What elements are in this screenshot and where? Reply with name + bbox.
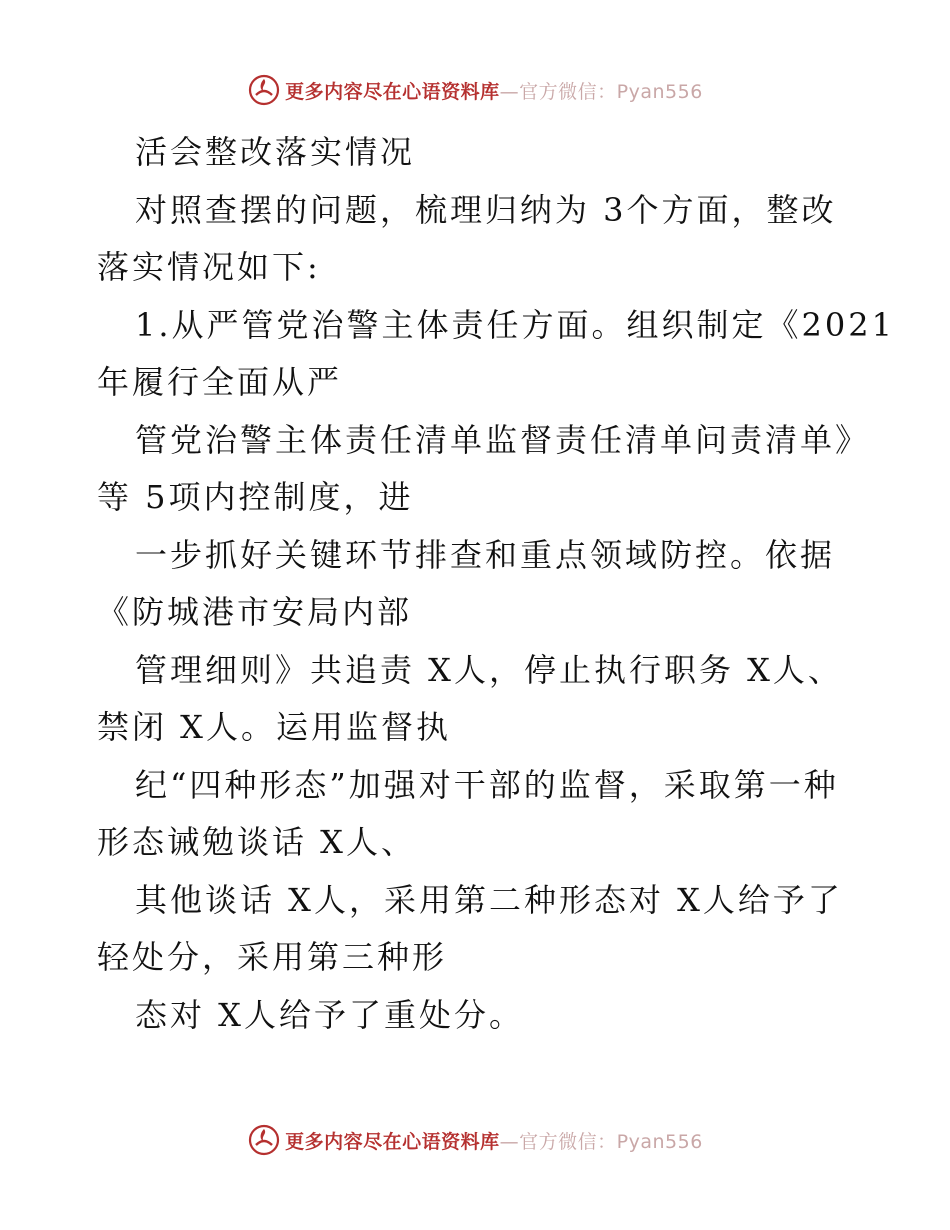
text-line: 禁闭 X人。运用监督执	[97, 708, 451, 746]
text-line: 管理细则》共追责 X人，停止执行职务 X人、	[135, 650, 843, 689]
text-line: 纪“四种形态”加强对干部的监督，采取第一种	[135, 765, 839, 804]
flame-book-logo-icon	[247, 1123, 281, 1157]
banner-suffix-text: —官方微信：Pyan556	[499, 80, 703, 103]
document-body	[97, 124, 895, 1044]
text-line: 1.从严管党治警主体责任方面。组织制定《2021	[135, 305, 895, 344]
banner-brand-text: 更多内容尽在心语资料库	[285, 1130, 500, 1153]
text-line: 活会整改落实情况	[135, 133, 416, 171]
text-line: 管党治警主体责任清单监督责任清单问责清单》	[135, 420, 871, 459]
footer-watermark-banner	[0, 1120, 950, 1160]
text-line: 对照查摆的问题，梳理归纳为 3个方面，整改	[135, 190, 837, 229]
text-line: 态对 X人给予了重处分。	[135, 995, 524, 1034]
text-line: 轻处分，采用第三种形	[97, 938, 448, 976]
banner-brand-text: 更多内容尽在心语资料库	[285, 80, 500, 103]
text-line: 形态诫勉谈话 X人、	[97, 823, 416, 861]
text-line: 落实情况如下:	[97, 248, 321, 286]
text-line: 一步抓好关键环节排查和重点领域防控。依据	[135, 535, 836, 574]
flame-book-logo-icon	[247, 73, 281, 107]
header-watermark-banner	[0, 70, 950, 110]
banner-text	[285, 77, 703, 104]
text-line: 其他谈话 X人，采用第二种形态对 X人给予了	[135, 880, 843, 919]
text-line: 年履行全面从严	[97, 363, 343, 401]
text-line: 等 5项内控制度，进	[97, 478, 414, 516]
banner-text	[285, 1127, 703, 1154]
text-line: 《防城港市安局内部	[97, 593, 413, 631]
banner-suffix-text: —官方微信：Pyan556	[499, 1130, 703, 1153]
